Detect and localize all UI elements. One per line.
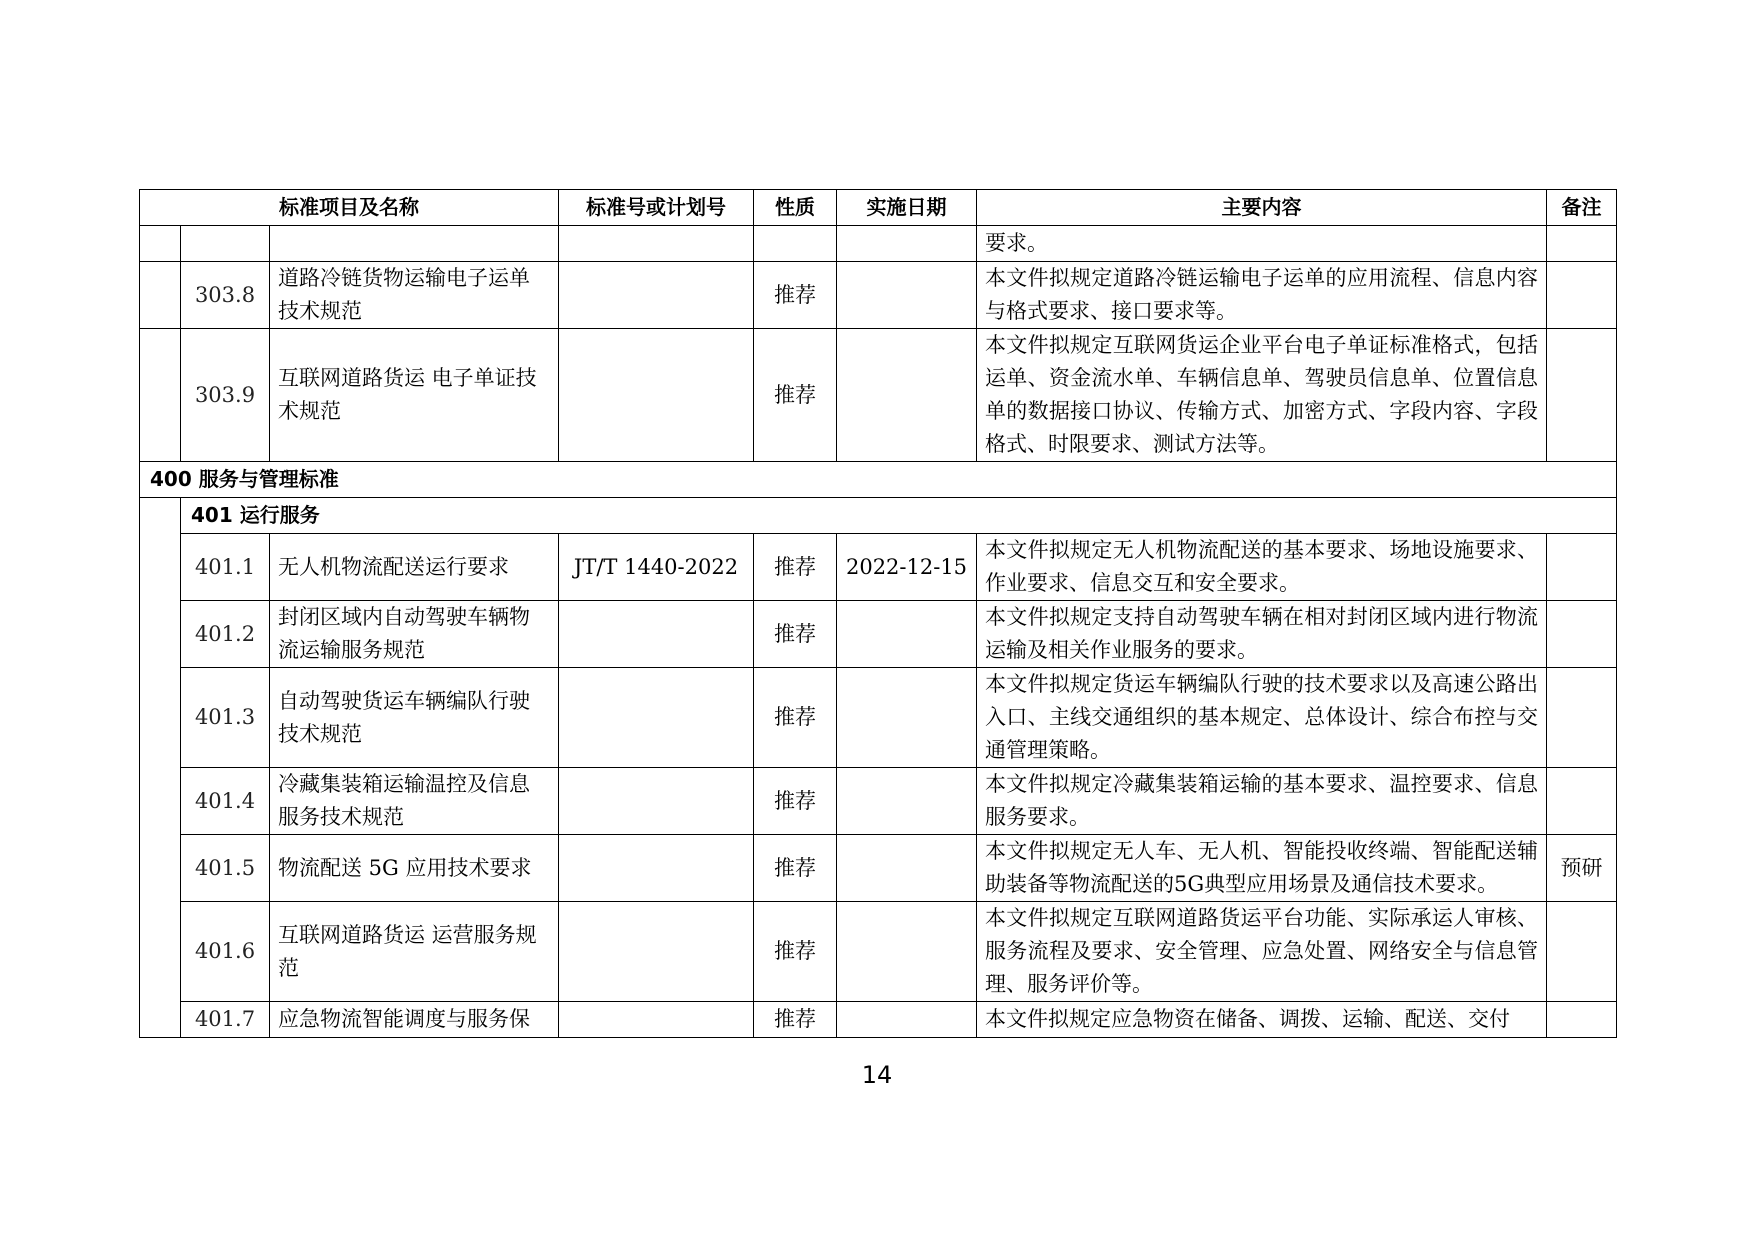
row-content: 本文件拟规定应急物资在储备、调拨、运输、配送、交付 <box>977 1002 1547 1038</box>
section-title-401: 401 运行服务 <box>181 498 1617 534</box>
row-id: 401.1 <box>181 534 270 601</box>
row-nature: 推荐 <box>754 329 837 462</box>
row-name: 冷藏集装箱运输温控及信息服务技术规范 <box>270 768 559 835</box>
table-row <box>140 226 1617 262</box>
page-number: 14 <box>861 1061 893 1089</box>
header-nature: 性质 <box>754 190 837 226</box>
row-date: 2022-12-15 <box>837 534 977 601</box>
row-content: 本文件拟规定互联网货运企业平台电子单证标准格式，包括运单、资金流水单、车辆信息单、驾驶员信息单、位置信息单的数据接口协议、传输方式、加密方式、字段内容、字段格式、时限要求、测试方法等。 <box>977 329 1547 462</box>
row-id: 401.5 <box>181 835 270 902</box>
row-content: 本文件拟规定货运车辆编队行驶的技术要求以及高速公路出入口、主线交通组织的基本规定、总体设计、综合布控与交通管理策略。 <box>977 668 1547 768</box>
row-nature: 推荐 <box>754 902 837 1002</box>
standards-table <box>139 189 1617 1038</box>
table-row <box>140 902 1617 1002</box>
table-row <box>140 601 1617 668</box>
header-remark: 备注 <box>1547 190 1617 226</box>
table-row <box>140 329 1617 462</box>
row-nature: 推荐 <box>754 668 837 768</box>
row-id: 401.6 <box>181 902 270 1002</box>
row-nature: 推荐 <box>754 768 837 835</box>
row-content: 本文件拟规定互联网道路货运平台功能、实际承运人审核、服务流程及要求、安全管理、应急处置、网络安全与信息管理、服务评价等。 <box>977 902 1547 1002</box>
row-id: 303.8 <box>181 262 270 329</box>
header-date: 实施日期 <box>837 190 977 226</box>
header-std-no: 标准号或计划号 <box>559 190 754 226</box>
row-std-no: JT/T 1440-2022 <box>559 534 754 601</box>
row-content: 本文件拟规定无人机物流配送的基本要求、场地设施要求、作业要求、信息交互和安全要求。 <box>977 534 1547 601</box>
section-title-400: 400 服务与管理标准 <box>140 462 1617 498</box>
row-nature: 推荐 <box>754 1002 837 1038</box>
row-nature: 推荐 <box>754 601 837 668</box>
row-content: 本文件拟规定无人车、无人机、智能投收终端、智能配送辅助装备等物流配送的5G典型应用场景及通信技术要求。 <box>977 835 1547 902</box>
section-row <box>140 462 1617 498</box>
table-row <box>140 835 1617 902</box>
row-id: 401.7 <box>181 1002 270 1038</box>
row-id: 401.4 <box>181 768 270 835</box>
row-content: 本文件拟规定道路冷链运输电子运单的应用流程、信息内容与格式要求、接口要求等。 <box>977 262 1547 329</box>
row-name: 自动驾驶货运车辆编队行驶技术规范 <box>270 668 559 768</box>
row-content: 本文件拟规定冷藏集装箱运输的基本要求、温控要求、信息服务要求。 <box>977 768 1547 835</box>
header-item-name: 标准项目及名称 <box>140 190 559 226</box>
row-name: 应急物流智能调度与服务保 <box>270 1002 559 1038</box>
table-row <box>140 668 1617 768</box>
row-id: 401.3 <box>181 668 270 768</box>
row-name: 互联网道路货运 运营服务规范 <box>270 902 559 1002</box>
row-content: 要求。 <box>977 226 1547 262</box>
table-row <box>140 534 1617 601</box>
row-name: 无人机物流配送运行要求 <box>270 534 559 601</box>
row-name: 物流配送 5G 应用技术要求 <box>270 835 559 902</box>
table-header-row <box>140 190 1617 226</box>
table-row <box>140 1002 1617 1038</box>
row-name: 封闭区域内自动驾驶车辆物流运输服务规范 <box>270 601 559 668</box>
table-row <box>140 262 1617 329</box>
header-content: 主要内容 <box>977 190 1547 226</box>
row-nature: 推荐 <box>754 835 837 902</box>
row-nature: 推荐 <box>754 262 837 329</box>
row-name: 互联网道路货运 电子单证技术规范 <box>270 329 559 462</box>
row-id: 303.9 <box>181 329 270 462</box>
subsection-row <box>140 498 1617 534</box>
table-row <box>140 768 1617 835</box>
row-name: 道路冷链货物运输电子运单技术规范 <box>270 262 559 329</box>
row-id: 401.2 <box>181 601 270 668</box>
row-nature: 推荐 <box>754 534 837 601</box>
row-remark: 预研 <box>1547 835 1617 902</box>
row-content: 本文件拟规定支持自动驾驶车辆在相对封闭区域内进行物流运输及相关作业服务的要求。 <box>977 601 1547 668</box>
